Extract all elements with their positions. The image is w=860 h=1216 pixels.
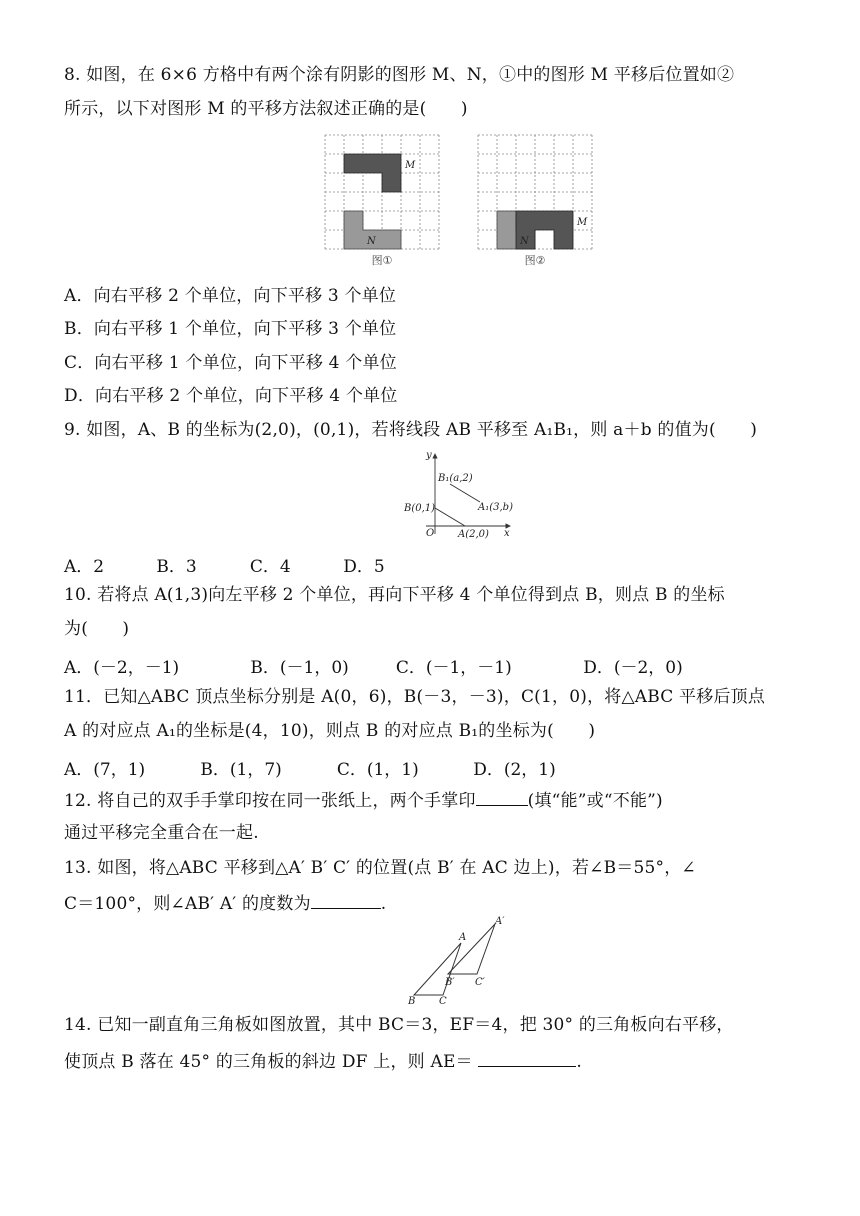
q11-option-d: D．(2，1) [473, 760, 556, 780]
q14-stem-line1: 14. 已知一副直角三角板如图放置，其中 BC＝3，EF＝4，把 30° 的三角板向右平移， [64, 1015, 734, 1035]
q13-stem-line2 [64, 892, 386, 914]
segment-a1b1 [450, 484, 480, 502]
q10-options [64, 653, 683, 678]
label-m-2: M [577, 217, 588, 228]
q12-text-post: (填“能”或“不能”) [527, 791, 663, 811]
q9-stem: 9. 如图，A、B 的坐标为(2,0)，(0,1)，若将线段 AB 平移至 A₁B₁，则 a＋b 的值为( ) [64, 420, 758, 440]
q13-text-post: . [380, 894, 387, 914]
label-b2: B′ [445, 977, 455, 988]
q14-answer-blank[interactable] [478, 1050, 576, 1067]
q12-stem-line1 [64, 789, 663, 811]
label-c2: C′ [475, 977, 485, 988]
q11-option-a: A．(7，1) [64, 760, 146, 780]
q8-option-c: C．向右平移 1 个单位，向下平移 4 个单位 [64, 353, 397, 373]
q14-text-post: . [576, 1052, 582, 1072]
q12-answer-blank[interactable] [476, 789, 528, 806]
q10-stem-line2: 为( ) [64, 619, 130, 639]
label-a2: A′ [495, 916, 505, 927]
q14-text-pre: 使顶点 B 落在 45° 的三角板的斜边 DF 上，则 AE＝ [64, 1052, 479, 1072]
q8-option-a: A．向右平移 2 个单位，向下平移 3 个单位 [64, 286, 397, 306]
label-b1: B₁(a,2) [438, 473, 473, 484]
q10-option-d: D．(－2，0) [583, 658, 683, 678]
grid-figure-2 [473, 130, 603, 272]
label-o: O [426, 528, 435, 539]
q13-text-pre: C＝100°，则∠AB′ A′ 的度数为 [64, 894, 311, 914]
q8-stem-line2: 所示，以下对图形 M 的平移方法叙述正确的是( ) [64, 99, 468, 119]
shape-m [344, 154, 401, 192]
q9-option-c: C．4 [249, 557, 291, 577]
q13-figure [404, 918, 514, 1006]
q11-stem-line2: A 的对应点 A₁的坐标是(4，10)，则点 B 的对应点 B₁的坐标为( ) [64, 721, 596, 741]
caption-fig2: 图② [524, 254, 546, 267]
coordinate-figure [398, 448, 523, 543]
q8-option-d: D．向右平移 2 个单位，向下平移 4 个单位 [64, 386, 398, 406]
q10-option-a: A．(－2，－1) [64, 658, 180, 678]
q14-stem-line2 [64, 1050, 582, 1072]
q11-option-c: C．(1，1) [336, 760, 419, 780]
label-y: y [426, 450, 432, 461]
label-m: M [405, 160, 416, 171]
q8-stem-line1: 8. 如图，在 6×6 方格中有两个涂有阴影的图形 M、N，①中的图形 M 平移后位置如② [64, 65, 735, 85]
q13-stem-line1: 13. 如图，将△ABC 平移到△A′ B′ C′ 的位置(点 B′ 在 AC 边上)，若∠B＝55°，∠ [64, 858, 696, 878]
q12-stem-line2: 通过平移完全重合在一起. [64, 823, 259, 843]
q13-answer-blank[interactable] [311, 892, 381, 909]
q9-figure [398, 448, 523, 543]
label-a: A [459, 932, 467, 943]
segment-ab [435, 508, 465, 526]
q10-option-c: C．(－1，－1) [395, 658, 512, 678]
q11-stem-line1: 11．已知△ABC 顶点坐标分别是 A(0，6)，B(－3，－3)，C(1，0)，将△ABC 平移后顶点 [64, 687, 766, 707]
grid-figure-1 [320, 130, 450, 272]
q10-option-b: B．(－1，0) [250, 658, 349, 678]
q9-option-a: A．2 [64, 557, 105, 577]
q9-option-d: D．5 [343, 557, 385, 577]
label-a1: A₁(3,b) [478, 502, 513, 513]
q10-stem-line1: 10. 若将点 A(1,3)向左平移 2 个单位，再向下平移 4 个单位得到点 B，则点 B 的坐标 [64, 585, 725, 605]
q12-text-pre: 12. 将自己的双手手掌印按在同一张纸上，两个手掌印 [64, 791, 476, 811]
q11-options [64, 755, 556, 780]
label-b: B(0,1) [404, 503, 436, 514]
triangle-translation-figure [404, 918, 514, 1006]
label-n: N [367, 236, 376, 247]
q9-options [64, 552, 385, 577]
label-n-2: N [520, 236, 529, 247]
label-a: A(2,0) [458, 529, 489, 540]
q9-option-b: B．3 [156, 557, 197, 577]
label-c: C [439, 996, 447, 1007]
q11-option-b: B．(1，7) [200, 760, 282, 780]
label-b: B [408, 996, 416, 1007]
q8-figure-1 [320, 130, 450, 272]
caption-fig1: 图① [371, 254, 393, 267]
q8-option-b: B．向右平移 1 个单位，向下平移 3 个单位 [64, 319, 397, 339]
label-x: x [504, 528, 510, 539]
q8-figure-2 [473, 130, 603, 272]
